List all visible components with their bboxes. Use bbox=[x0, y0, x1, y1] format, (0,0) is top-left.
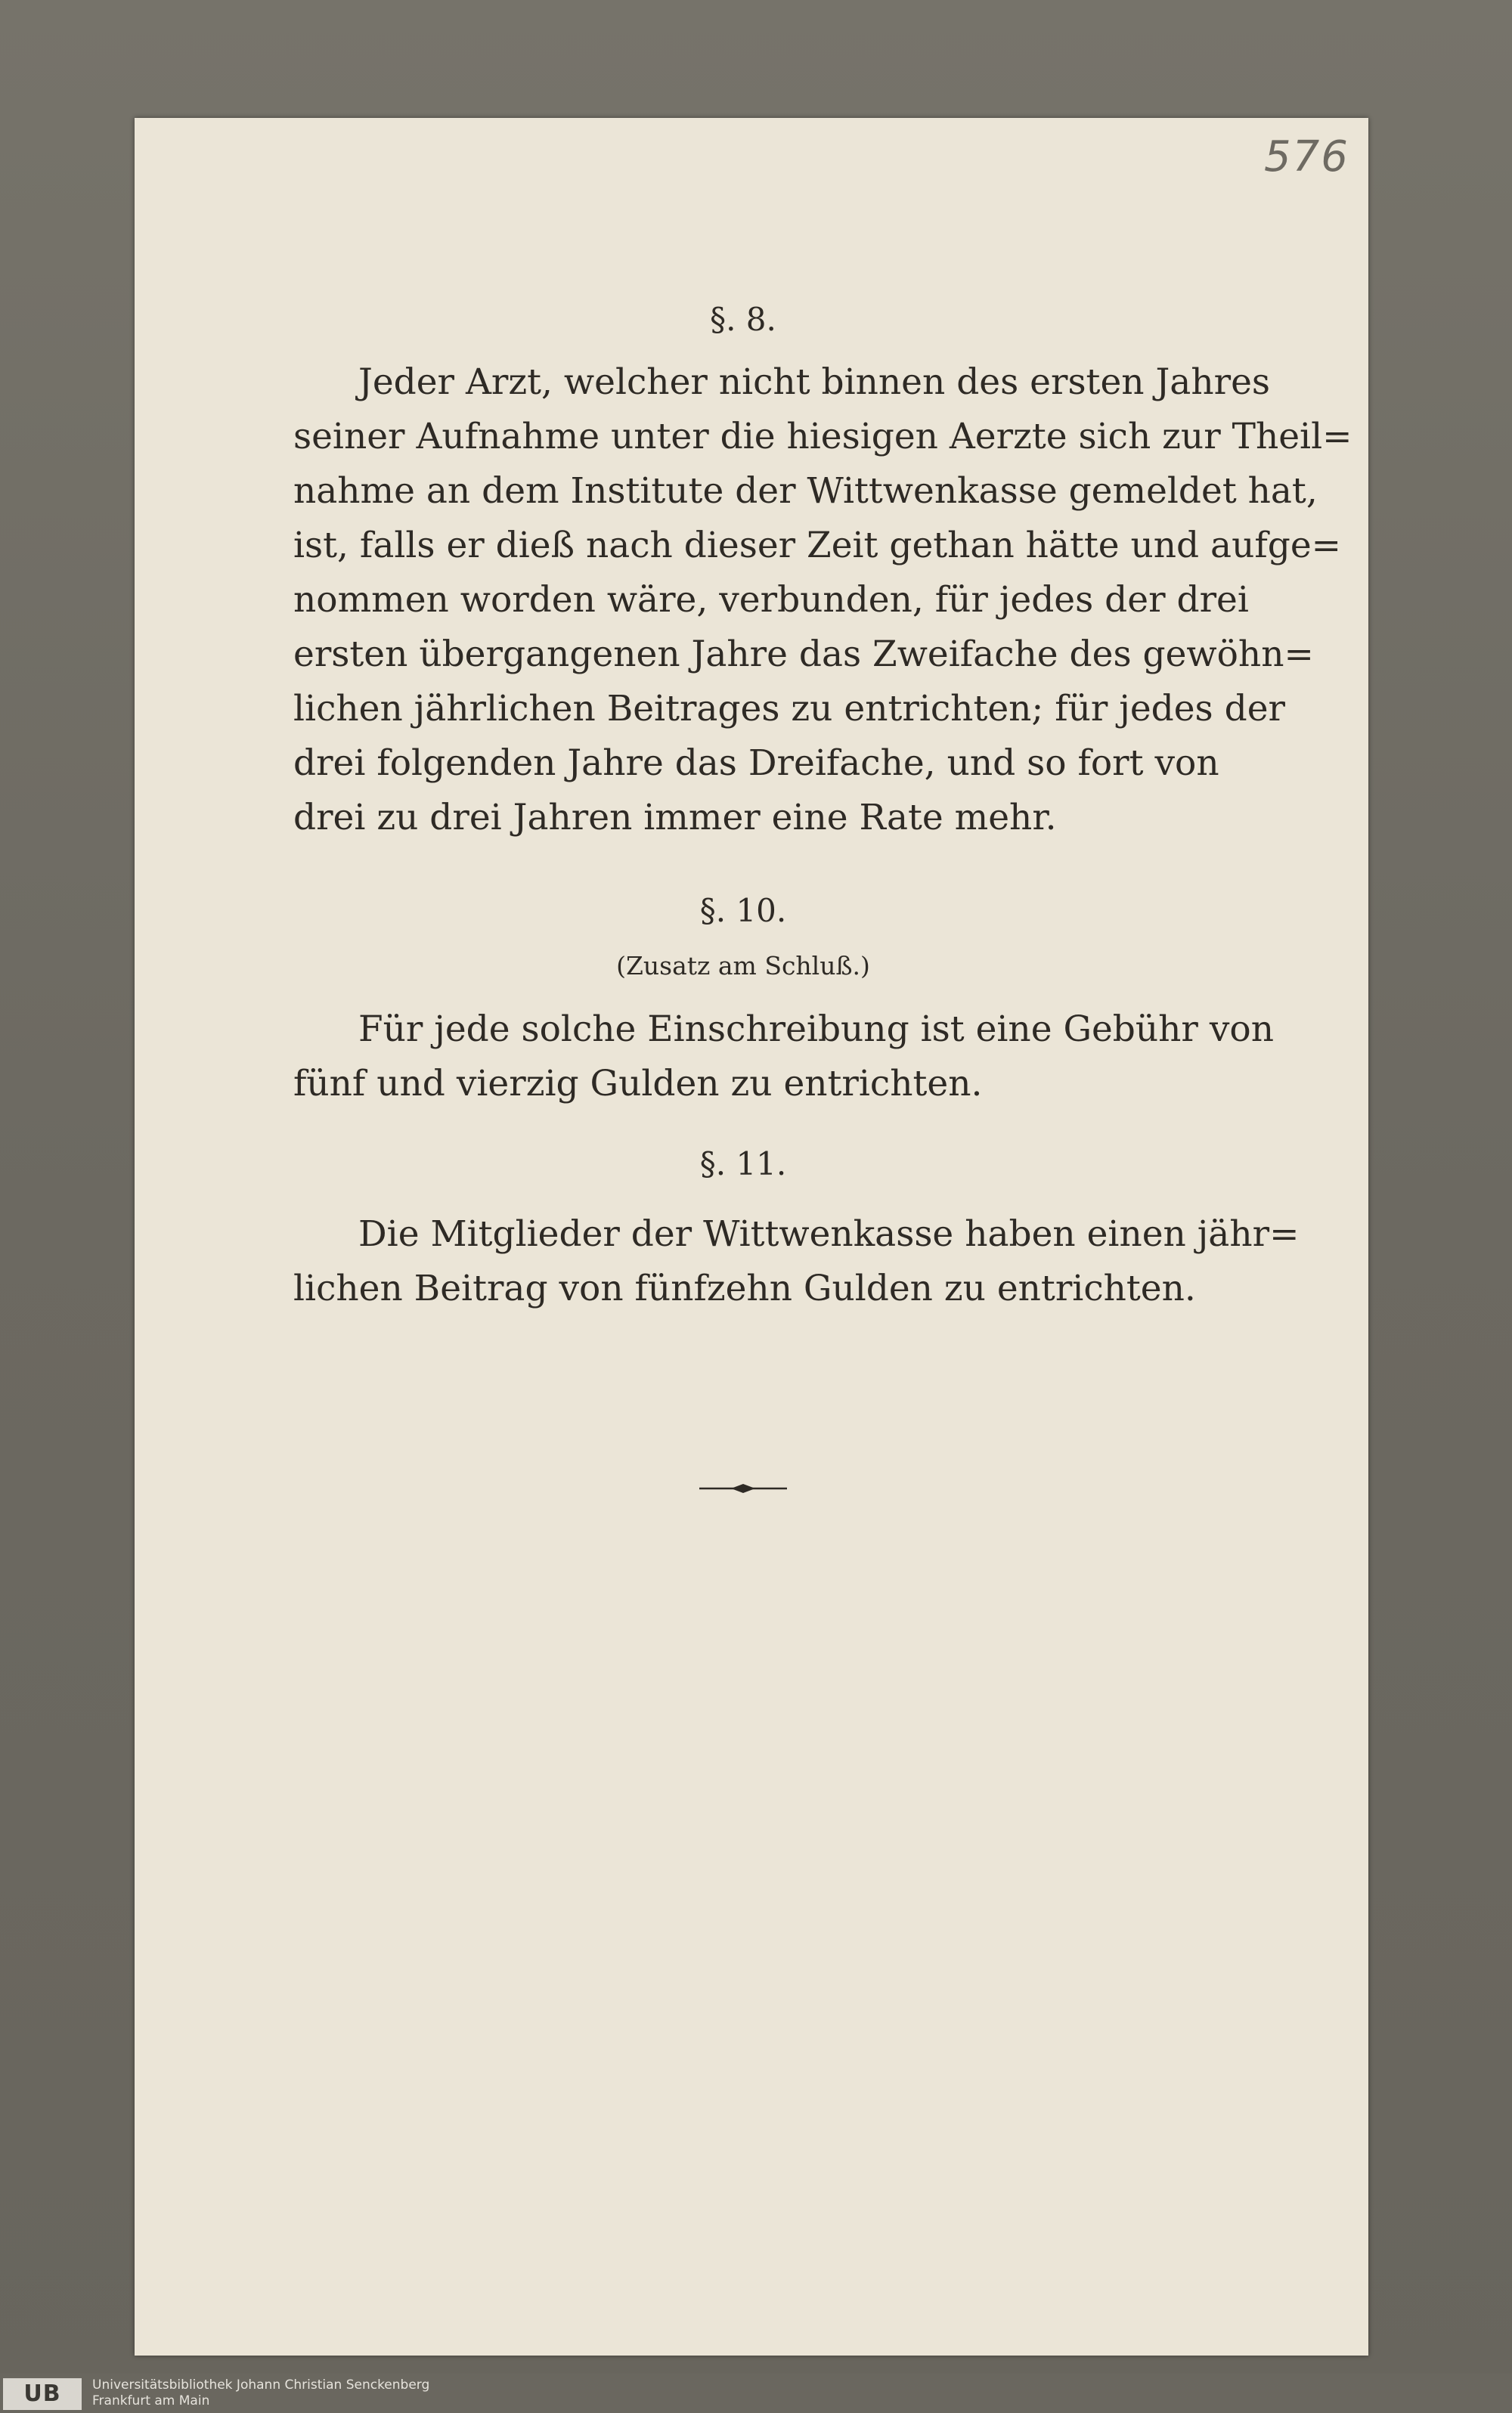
library-location: Frankfurt am Main bbox=[92, 2393, 210, 2408]
section-8-body bbox=[293, 355, 1352, 845]
section-10-body bbox=[293, 1002, 1274, 1111]
library-name: Universitätsbibliothek Johann Christian Senckenberg bbox=[92, 2377, 430, 2393]
section-11-line: lichen Beitrag von fünfzehn Gulden zu entrichten. bbox=[293, 1268, 1196, 1309]
section-8-line: ersten übergangenen Jahre das Zweifache des gewöhn= bbox=[293, 633, 1314, 675]
ornament-divider bbox=[699, 1483, 787, 1494]
section-8-line: drei folgenden Jahre das Dreifache, und so fort von bbox=[293, 742, 1219, 784]
section-11-heading: §. 11. bbox=[699, 1145, 787, 1182]
section-8-line: lichen jährlichen Beitrages zu entrichten; für jedes der bbox=[293, 688, 1285, 729]
section-8-heading: §. 8. bbox=[710, 301, 776, 338]
section-8-line: nahme an dem Institute der Wittwenkasse gemeldet hat, bbox=[293, 470, 1318, 512]
library-credit bbox=[92, 2377, 429, 2409]
section-11-body bbox=[293, 1207, 1300, 1316]
section-10-subheading: (Zusatz am Schluß.) bbox=[616, 951, 870, 980]
library-logo: UB bbox=[3, 2378, 82, 2410]
handwritten-page-number: 576 bbox=[1264, 132, 1349, 181]
section-10-heading: §. 10. bbox=[699, 892, 787, 929]
section-10-line: Für jede solche Einschreibung ist eine Gebühr von bbox=[358, 1008, 1274, 1050]
section-8-line: seiner Aufnahme unter die hiesigen Aerzte sich zur Theil= bbox=[293, 416, 1352, 457]
section-8-line: drei zu drei Jahren immer eine Rate mehr. bbox=[293, 797, 1057, 838]
section-8-line: Jeder Arzt, welcher nicht binnen des ersten Jahres bbox=[358, 361, 1271, 403]
section-8-line: ist, falls er dieß nach dieser Zeit gethan hätte und aufge= bbox=[293, 525, 1342, 566]
section-10-line: fünf und vierzig Gulden zu entrichten. bbox=[293, 1063, 983, 1104]
section-8-line: nommen worden wäre, verbunden, für jedes der drei bbox=[293, 579, 1249, 621]
section-11-line: Die Mitglieder der Wittwenkasse haben einen jähr= bbox=[358, 1213, 1300, 1255]
